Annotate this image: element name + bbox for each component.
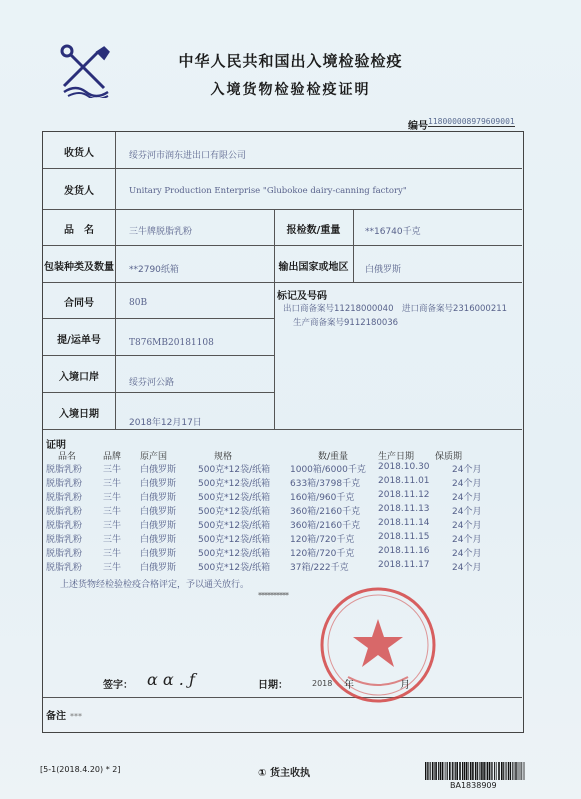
contract-value: 80B: [129, 298, 148, 308]
col-divider: [115, 132, 116, 429]
serial-number: [408, 117, 515, 132]
row-name: 脱脂乳粉: [46, 549, 83, 559]
certification-label: 证明: [46, 440, 66, 451]
row-origin: 白俄罗斯: [140, 535, 177, 545]
col-divider: [353, 209, 354, 282]
row-origin: 白俄罗斯: [140, 521, 177, 531]
date-label: 日期：: [258, 680, 288, 691]
packing-label: 包装种类及数量: [44, 262, 114, 273]
consignee-value: 绥芬河市润东进出口有限公司: [129, 151, 247, 161]
remark-label: 备注: [46, 711, 66, 722]
row-qty: 360箱/2160千克: [290, 507, 361, 517]
consignee-label: 收货人: [64, 148, 94, 159]
col-header-shelf-life: 保质期: [435, 452, 463, 462]
consignor-label: 发货人: [64, 186, 94, 197]
row-qty: 120箱/720千克: [290, 549, 355, 559]
product-value: 三牛牌脱脂乳粉: [129, 227, 193, 237]
row-prod-date: 2018.11.01: [378, 476, 430, 486]
barcode-number: BA1838909: [450, 781, 497, 790]
consignor-value: Unitary Production Enterprise "Glubokoe dairy-canning factory": [129, 186, 407, 196]
row-prod-date: 2018.11.16: [378, 546, 430, 556]
bl-label: 提/运单号: [57, 335, 101, 346]
row-spec: 500克*12袋/纸箱: [198, 493, 271, 503]
row-spec: 500克*12袋/纸箱: [198, 507, 271, 517]
row-brand: 三牛: [103, 493, 122, 503]
row-shelf-life: 24个月: [452, 535, 482, 545]
col-header-spec: 规格: [214, 452, 233, 462]
marks-label: 标记及号码: [277, 291, 327, 302]
product-label: 品 名: [64, 225, 94, 236]
row-origin: 白俄罗斯: [140, 563, 177, 573]
row-spec: 500克*12袋/纸箱: [198, 563, 271, 573]
row-prod-date: 2018.11.15: [378, 532, 430, 542]
marks-line-1: 出口商备案号11218000040 进口商备案号2316000211: [283, 304, 508, 314]
row-shelf-life: 24个月: [452, 479, 482, 489]
row-prod-date: 2018.11.17: [378, 560, 430, 570]
row-name: 脱脂乳粉: [46, 535, 83, 545]
col-header-name: 品名: [58, 452, 77, 462]
row-prod-date: 2018.10.30: [378, 462, 430, 472]
quantity-label: 报检数/重量: [286, 225, 341, 236]
origin-label: 输出国家或地区: [278, 262, 349, 273]
col-header-prod-date: 生产日期: [378, 452, 415, 462]
col-divider: [274, 209, 275, 429]
official-red-stamp: [318, 585, 438, 705]
remark-value: ***: [70, 712, 82, 721]
port-value: 绥芬河公路: [129, 378, 175, 388]
row-qty: 1000箱/6000千克: [290, 465, 366, 475]
row-origin: 白俄罗斯: [140, 479, 177, 489]
row-origin: 白俄罗斯: [140, 507, 177, 517]
row-name: 脱脂乳粉: [46, 521, 83, 531]
signature-label: 签字：: [103, 680, 133, 691]
row-name: 脱脂乳粉: [46, 465, 83, 475]
port-label: 入境口岸: [59, 372, 99, 383]
row-name: 脱脂乳粉: [46, 493, 83, 503]
row-prod-date: 2018.11.14: [378, 518, 430, 528]
row-origin: 白俄罗斯: [140, 465, 177, 475]
row-brand: 三牛: [103, 535, 122, 545]
origin-value: 白俄罗斯: [365, 265, 402, 275]
row-divider: [43, 392, 274, 393]
row-shelf-life: 24个月: [452, 549, 482, 559]
row-brand: 三牛: [103, 479, 122, 489]
row-qty: 120箱/720千克: [290, 535, 355, 545]
entry-date-value: 2018年12月17日: [129, 418, 202, 428]
copy-label: ① 货主收执: [258, 768, 310, 779]
date-day: 月: [400, 680, 410, 691]
row-name: 脱脂乳粉: [46, 563, 83, 573]
row-spec: 500克*12袋/纸箱: [198, 549, 271, 559]
serial-label: 编号: [408, 121, 428, 132]
row-divider: [43, 429, 522, 430]
row-qty: 160箱/960千克: [290, 493, 355, 503]
row-brand: 三牛: [103, 507, 122, 517]
declaration-text: 上述货物经检验检疫合格评定，予以通关放行。: [60, 580, 250, 590]
marks-line-2: 生产商备案号9112180036: [293, 318, 399, 328]
row-divider: [43, 697, 522, 698]
row-qty: 360箱/2160千克: [290, 521, 361, 531]
row-divider: [43, 355, 274, 356]
row-spec: 500克*12袋/纸箱: [198, 521, 271, 531]
contract-label: 合同号: [64, 298, 94, 309]
row-brand: 三牛: [103, 549, 122, 559]
row-brand: 三牛: [103, 521, 122, 531]
row-brand: 三牛: [103, 563, 122, 573]
end-stars: **********: [258, 591, 288, 600]
col-header-origin: 原产国: [140, 452, 168, 462]
row-brand: 三牛: [103, 465, 122, 475]
col-header-qty: 数/重量: [318, 452, 349, 462]
entry-date-label: 入境日期: [59, 409, 99, 420]
col-header-brand: 品牌: [103, 452, 122, 462]
row-name: 脱脂乳粉: [46, 507, 83, 517]
row-spec: 500克*12袋/纸箱: [198, 535, 271, 545]
row-spec: 500克*12袋/纸箱: [198, 465, 271, 475]
row-shelf-life: 24个月: [452, 507, 482, 517]
row-shelf-life: 24个月: [452, 465, 482, 475]
row-prod-date: 2018.11.13: [378, 504, 430, 514]
date-month: 年: [344, 680, 354, 691]
serial-value: 118000008979609001: [428, 117, 515, 126]
row-name: 脱脂乳粉: [46, 479, 83, 489]
row-prod-date: 2018.11.12: [378, 490, 430, 500]
row-origin: 白俄罗斯: [140, 549, 177, 559]
document-title: 入境货物检验检疫证明: [210, 82, 371, 98]
row-shelf-life: 24个月: [452, 493, 482, 503]
row-shelf-life: 24个月: [452, 521, 482, 531]
row-origin: 白俄罗斯: [140, 493, 177, 503]
row-qty: 37箱/222千克: [290, 563, 349, 573]
bl-value: T876MB20181108: [129, 338, 214, 348]
document-authority-title: 中华人民共和国出入境检验检疫: [178, 52, 403, 70]
date-year: 2018: [312, 679, 333, 688]
row-qty: 633箱/3798千克: [290, 479, 361, 489]
barcode-icon: [425, 762, 525, 782]
certificate-table: [42, 131, 524, 733]
row-spec: 500克*12袋/纸箱: [198, 479, 271, 489]
row-divider: [43, 318, 274, 319]
signature-handwriting: ɑ ɑ . ƒ: [147, 670, 195, 689]
packing-value: **2790纸箱: [129, 265, 179, 275]
form-code: [5-1(2018.4.20) * 2]: [40, 765, 121, 774]
quantity-value: **16740千克: [365, 227, 421, 237]
row-shelf-life: 24个月: [452, 563, 482, 573]
